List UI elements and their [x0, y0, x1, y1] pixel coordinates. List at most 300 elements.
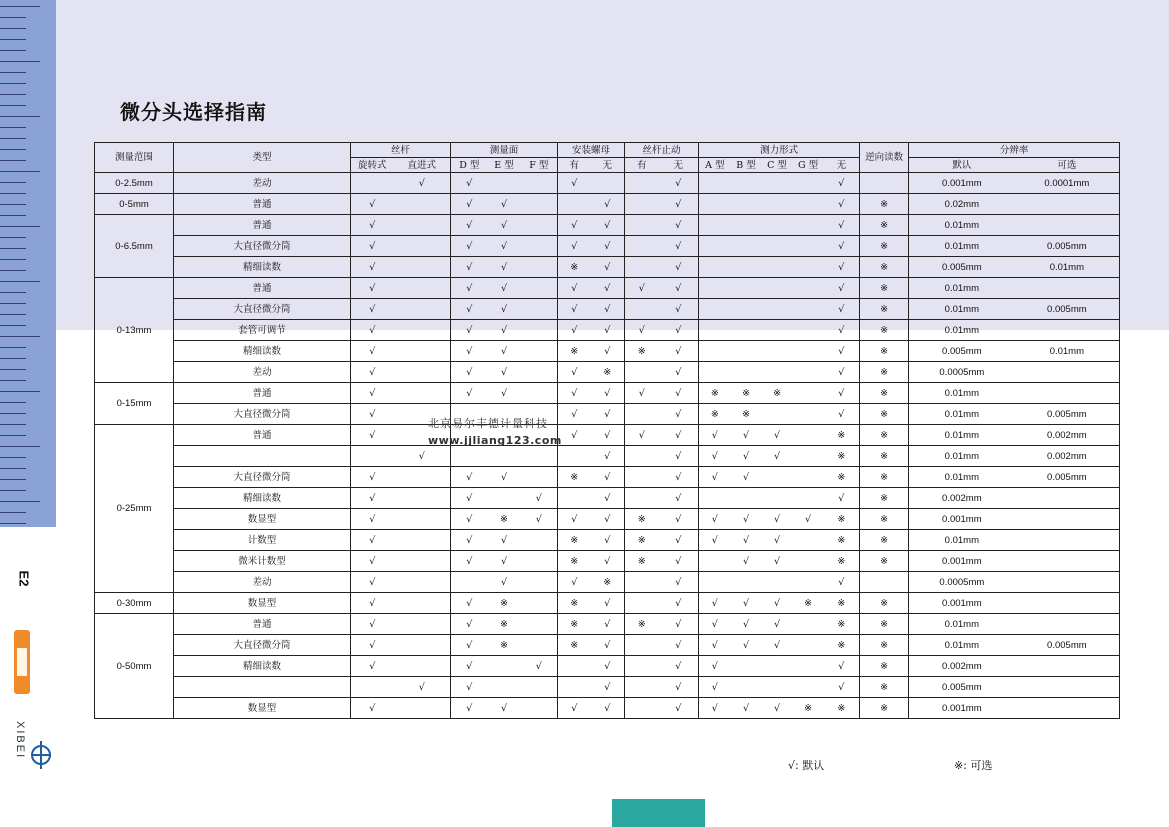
mark-cell-fn: ※ [824, 593, 860, 614]
mark-cell-e: √ [488, 341, 521, 362]
col-force-g: G 型 [793, 158, 824, 173]
mark-cell-ty: ※ [625, 551, 659, 572]
mark-cell-a [699, 215, 731, 236]
mark-cell-lin [394, 509, 451, 530]
mark-cell-b: √ [731, 425, 762, 446]
resolution-optional-cell [1015, 383, 1120, 404]
resolution-default-cell: 0.01mm [909, 635, 1015, 656]
mark-cell-tn: √ [659, 551, 699, 572]
mark-cell-e [488, 446, 521, 467]
resolution-optional-cell [1015, 320, 1120, 341]
mark-cell-ny: √ [558, 572, 591, 593]
resolution-default-cell: 0.001mm [909, 593, 1015, 614]
mark-cell-ty [625, 677, 659, 698]
mark-cell-g [793, 173, 824, 194]
mark-cell-ty [625, 446, 659, 467]
table-row [95, 677, 1120, 698]
mark-cell-rot: √ [351, 698, 394, 719]
mark-cell-a: √ [699, 593, 731, 614]
mark-cell-f [521, 614, 558, 635]
mark-cell-f [521, 173, 558, 194]
type-cell: 大直径微分筒 [174, 299, 351, 320]
resolution-optional-cell: 0.002mm [1015, 425, 1120, 446]
bottom-tab [612, 799, 705, 827]
mark-cell-c: √ [762, 593, 793, 614]
mark-cell-d [451, 425, 488, 446]
ruler-tick [0, 94, 26, 95]
mark-cell-lin [394, 404, 451, 425]
mark-cell-f: √ [521, 488, 558, 509]
col-travel-yes: 有 [625, 158, 659, 173]
mark-cell-b: √ [731, 551, 762, 572]
mark-cell-rev [860, 173, 909, 194]
ruler-tick [0, 446, 40, 447]
ruler-tick [0, 160, 26, 161]
mark-cell-a: ※ [699, 383, 731, 404]
mark-cell-d: √ [451, 614, 488, 635]
ruler-tick [0, 402, 26, 403]
mark-cell-fn: √ [824, 404, 860, 425]
mark-cell-e: √ [488, 278, 521, 299]
mark-cell-e [488, 677, 521, 698]
mark-cell-fn: √ [824, 278, 860, 299]
legend-default: √: 默认 [788, 759, 825, 772]
mark-cell-ty [625, 194, 659, 215]
mark-cell-rot: √ [351, 467, 394, 488]
mark-cell-d: √ [451, 530, 488, 551]
type-cell: 普通 [174, 194, 351, 215]
mark-cell-g: √ [793, 509, 824, 530]
resolution-optional-cell [1015, 551, 1120, 572]
mark-cell-b [731, 572, 762, 593]
mark-cell-lin [394, 551, 451, 572]
mark-cell-f: √ [521, 509, 558, 530]
mark-cell-f [521, 698, 558, 719]
mark-cell-d [451, 404, 488, 425]
mark-cell-rot [351, 446, 394, 467]
range-cell: 0-50mm [95, 614, 174, 719]
mark-cell-ny: √ [558, 278, 591, 299]
mark-cell-e: √ [488, 320, 521, 341]
resolution-default-cell: 0.01mm [909, 530, 1015, 551]
mark-cell-ty: √ [625, 320, 659, 341]
type-cell: 普通 [174, 278, 351, 299]
mark-cell-lin [394, 635, 451, 656]
ruler-tick [0, 259, 26, 260]
brand-tag [14, 630, 30, 694]
mark-cell-fn: √ [824, 194, 860, 215]
mark-cell-lin [394, 320, 451, 341]
mark-cell-c [762, 236, 793, 257]
mark-cell-f [521, 635, 558, 656]
mark-cell-a: √ [699, 656, 731, 677]
mark-cell-g [793, 425, 824, 446]
mark-cell-d: √ [451, 236, 488, 257]
mark-cell-tn: √ [659, 404, 699, 425]
mark-cell-rot: √ [351, 425, 394, 446]
table-row [95, 194, 1120, 215]
mark-cell-c [762, 257, 793, 278]
mark-cell-b [731, 677, 762, 698]
mark-cell-b [731, 656, 762, 677]
mark-cell-d: √ [451, 383, 488, 404]
mark-cell-tn: √ [659, 614, 699, 635]
mark-cell-c [762, 299, 793, 320]
ruler-tick [0, 204, 26, 205]
mark-cell-rev: ※ [860, 635, 909, 656]
table-row [95, 278, 1120, 299]
mark-cell-b [731, 257, 762, 278]
mark-cell-lin: √ [394, 173, 451, 194]
mark-cell-lin [394, 467, 451, 488]
mark-cell-d: √ [451, 194, 488, 215]
mark-cell-b [731, 299, 762, 320]
resolution-optional-cell: 0.01mm [1015, 257, 1120, 278]
mark-cell-b: √ [731, 635, 762, 656]
mark-cell-fn: √ [824, 656, 860, 677]
mark-cell-ny: √ [558, 215, 591, 236]
mark-cell-lin [394, 215, 451, 236]
mark-cell-rot: √ [351, 551, 394, 572]
ruler-tick [0, 347, 26, 348]
table-row [95, 635, 1120, 656]
col-nut-no: 无 [591, 158, 625, 173]
mark-cell-c [762, 341, 793, 362]
mark-cell-nn: √ [591, 509, 625, 530]
mark-cell-b: √ [731, 698, 762, 719]
mark-cell-fn: ※ [824, 614, 860, 635]
mark-cell-a: √ [699, 467, 731, 488]
resolution-optional-cell [1015, 215, 1120, 236]
mark-cell-a [699, 341, 731, 362]
type-cell: 差动 [174, 572, 351, 593]
mark-cell-c [762, 194, 793, 215]
ruler-tick [0, 336, 40, 337]
type-cell: 套管可调节 [174, 320, 351, 341]
mark-cell-rot: √ [351, 383, 394, 404]
mark-cell-nn: √ [591, 446, 625, 467]
mark-cell-g [793, 467, 824, 488]
mark-cell-g [793, 446, 824, 467]
mark-cell-e: ※ [488, 509, 521, 530]
mark-cell-fn: ※ [824, 425, 860, 446]
mark-cell-d: √ [451, 467, 488, 488]
mark-cell-ny: √ [558, 404, 591, 425]
mark-cell-nn [591, 173, 625, 194]
mark-cell-d: √ [451, 593, 488, 614]
mark-cell-g [793, 656, 824, 677]
mark-cell-rev: ※ [860, 467, 909, 488]
mark-cell-lin [394, 698, 451, 719]
resolution-optional-cell [1015, 278, 1120, 299]
mark-cell-e: ※ [488, 614, 521, 635]
mark-cell-a [699, 320, 731, 341]
type-cell: 差动 [174, 173, 351, 194]
mark-cell-rot: √ [351, 194, 394, 215]
mark-cell-c: √ [762, 635, 793, 656]
mark-cell-c [762, 488, 793, 509]
mark-cell-rot: √ [351, 488, 394, 509]
ruler-tick [0, 226, 40, 227]
mark-cell-ny: √ [558, 173, 591, 194]
mark-cell-c: √ [762, 446, 793, 467]
brand-logo-text: XIBEI [14, 721, 26, 760]
mark-cell-f [521, 467, 558, 488]
watermark-company: 北京易尔丰德计量科技 [428, 417, 548, 430]
resolution-default-cell: 0.01mm [909, 278, 1015, 299]
ruler-tick [0, 39, 26, 40]
mark-cell-g [793, 236, 824, 257]
mark-cell-b [731, 173, 762, 194]
page-code: E2 [16, 570, 32, 587]
mark-cell-c: ※ [762, 383, 793, 404]
mark-cell-nn: √ [591, 551, 625, 572]
mark-cell-rev: ※ [860, 677, 909, 698]
mark-cell-b: ※ [731, 404, 762, 425]
col-range: 测量范围 [95, 143, 174, 173]
watermark-url: www.jjliang123.com [428, 434, 562, 447]
mark-cell-tn: √ [659, 698, 699, 719]
mark-cell-d: √ [451, 488, 488, 509]
type-cell [174, 446, 351, 467]
mark-cell-g [793, 278, 824, 299]
mark-cell-e: ※ [488, 635, 521, 656]
type-cell: 普通 [174, 614, 351, 635]
mark-cell-f [521, 404, 558, 425]
mark-cell-rot [351, 677, 394, 698]
ruler-tick [0, 50, 26, 51]
mark-cell-e: √ [488, 530, 521, 551]
mark-cell-fn: ※ [824, 698, 860, 719]
mark-cell-rot: √ [351, 215, 394, 236]
mark-cell-g [793, 551, 824, 572]
mark-cell-c: √ [762, 509, 793, 530]
ruler-tick [0, 391, 40, 392]
col-face-f: F 型 [521, 158, 558, 173]
type-cell: 精细读数 [174, 488, 351, 509]
mark-cell-lin [394, 341, 451, 362]
col-rotating: 旋转式 [351, 158, 394, 173]
ruler-tick [0, 138, 26, 139]
mark-cell-a: √ [699, 509, 731, 530]
mark-cell-ny: ※ [558, 551, 591, 572]
mark-cell-f [521, 236, 558, 257]
mark-cell-ty: ※ [625, 530, 659, 551]
mark-cell-tn: √ [659, 362, 699, 383]
ruler-tick [0, 215, 26, 216]
mark-cell-fn: √ [824, 383, 860, 404]
mark-cell-rev: ※ [860, 341, 909, 362]
ruler-tick [0, 523, 26, 524]
ruler-tick [0, 292, 26, 293]
mark-cell-ny: ※ [558, 614, 591, 635]
range-cell: 0-5mm [95, 194, 174, 215]
mark-cell-d: √ [451, 698, 488, 719]
type-cell: 普通 [174, 215, 351, 236]
resolution-default-cell: 0.01mm [909, 425, 1015, 446]
mark-cell-d: √ [451, 551, 488, 572]
table-row [95, 446, 1120, 467]
resolution-default-cell: 0.01mm [909, 446, 1015, 467]
mark-cell-a [699, 278, 731, 299]
col-linear: 直进式 [394, 158, 451, 173]
ruler-tick [0, 358, 26, 359]
mark-cell-nn: √ [591, 635, 625, 656]
mark-cell-nn: √ [591, 257, 625, 278]
resolution-optional-cell [1015, 530, 1120, 551]
mark-cell-rev: ※ [860, 320, 909, 341]
mark-cell-tn: √ [659, 341, 699, 362]
mark-cell-b [731, 194, 762, 215]
mark-cell-c [762, 173, 793, 194]
mark-cell-d: √ [451, 362, 488, 383]
mark-cell-a [699, 173, 731, 194]
ruler-tick [0, 83, 26, 84]
mark-cell-tn: √ [659, 299, 699, 320]
brand-logo-icon [30, 738, 52, 772]
mark-cell-d: √ [451, 278, 488, 299]
ruler-tick [0, 424, 26, 425]
mark-cell-b: √ [731, 509, 762, 530]
mark-cell-ty [625, 257, 659, 278]
mark-cell-lin: √ [394, 677, 451, 698]
mark-cell-fn: √ [824, 572, 860, 593]
table-row [95, 173, 1120, 194]
mark-cell-ny: √ [558, 425, 591, 446]
mark-cell-d: √ [451, 215, 488, 236]
mark-cell-rev: ※ [860, 362, 909, 383]
mark-cell-rev: ※ [860, 656, 909, 677]
mark-cell-rev: ※ [860, 614, 909, 635]
resolution-optional-cell: 0.005mm [1015, 404, 1120, 425]
mark-cell-fn: √ [824, 215, 860, 236]
mark-cell-g [793, 257, 824, 278]
mark-cell-nn: √ [591, 530, 625, 551]
mark-cell-fn: ※ [824, 446, 860, 467]
resolution-optional-cell [1015, 509, 1120, 530]
mark-cell-tn: √ [659, 194, 699, 215]
mark-cell-e: √ [488, 467, 521, 488]
ruler-tick [0, 270, 26, 271]
table-row [95, 404, 1120, 425]
type-cell: 大直径微分筒 [174, 467, 351, 488]
mark-cell-e: √ [488, 194, 521, 215]
ruler-tick [0, 380, 26, 381]
resolution-default-cell: 0.005mm [909, 341, 1015, 362]
mark-cell-ty [625, 593, 659, 614]
mark-cell-f [521, 362, 558, 383]
mark-cell-lin [394, 362, 451, 383]
mark-cell-b [731, 215, 762, 236]
table-row [95, 593, 1120, 614]
mark-cell-lin [394, 299, 451, 320]
ruler-tick [0, 479, 26, 480]
resolution-default-cell: 0.01mm [909, 614, 1015, 635]
mark-cell-tn: √ [659, 635, 699, 656]
mark-cell-b [731, 341, 762, 362]
mark-cell-rev: ※ [860, 278, 909, 299]
mark-cell-nn: √ [591, 467, 625, 488]
mark-cell-lin: √ [394, 446, 451, 467]
mark-cell-ty [625, 698, 659, 719]
mark-cell-rev: ※ [860, 509, 909, 530]
mark-cell-c [762, 278, 793, 299]
ruler-tick [0, 303, 26, 304]
mark-cell-b [731, 278, 762, 299]
mark-cell-nn: √ [591, 215, 625, 236]
mark-cell-g: ※ [793, 698, 824, 719]
resolution-optional-cell [1015, 572, 1120, 593]
mark-cell-ny [558, 656, 591, 677]
mark-cell-ny [558, 446, 591, 467]
mark-cell-f [521, 299, 558, 320]
type-cell: 普通 [174, 383, 351, 404]
mark-cell-lin [394, 236, 451, 257]
mark-cell-lin [394, 593, 451, 614]
range-cell: 0-13mm [95, 278, 174, 383]
mark-cell-ny: ※ [558, 257, 591, 278]
ruler-tick [0, 512, 26, 513]
mark-cell-rot: √ [351, 509, 394, 530]
resolution-default-cell: 0.002mm [909, 488, 1015, 509]
range-cell: 0-2.5mm [95, 173, 174, 194]
resolution-default-cell: 0.0005mm [909, 572, 1015, 593]
selection-guide-table [94, 142, 1120, 719]
mark-cell-ty [625, 362, 659, 383]
page-title: 微分头选择指南 [120, 100, 267, 124]
mark-cell-ty [625, 635, 659, 656]
resolution-default-cell: 0.001mm [909, 509, 1015, 530]
mark-cell-ny: ※ [558, 593, 591, 614]
table-row [95, 509, 1120, 530]
mark-cell-tn: √ [659, 383, 699, 404]
resolution-default-cell: 0.01mm [909, 299, 1015, 320]
mark-cell-f [521, 341, 558, 362]
mark-cell-d: √ [451, 635, 488, 656]
mark-cell-rev: ※ [860, 425, 909, 446]
mark-cell-f [521, 278, 558, 299]
mark-cell-ny: √ [558, 362, 591, 383]
resolution-optional-cell: 0.005mm [1015, 299, 1120, 320]
mark-cell-e: √ [488, 257, 521, 278]
ruler-tick [0, 72, 26, 73]
ruler-tick [0, 105, 26, 106]
mark-cell-e [488, 173, 521, 194]
col-force-c: C 型 [762, 158, 793, 173]
ruler-tick [0, 149, 26, 150]
mark-cell-nn: ※ [591, 572, 625, 593]
mark-cell-tn: √ [659, 425, 699, 446]
col-res-default: 默认 [909, 158, 1015, 173]
table-row [95, 236, 1120, 257]
mark-cell-tn: √ [659, 215, 699, 236]
mark-cell-b [731, 488, 762, 509]
mark-cell-tn: √ [659, 488, 699, 509]
mark-cell-ty: ※ [625, 509, 659, 530]
mark-cell-b: ※ [731, 383, 762, 404]
mark-cell-rev [860, 572, 909, 593]
mark-cell-ny: ※ [558, 467, 591, 488]
range-cell: 0-30mm [95, 593, 174, 614]
mark-cell-f [521, 551, 558, 572]
resolution-optional-cell [1015, 698, 1120, 719]
mark-cell-rev: ※ [860, 593, 909, 614]
mark-cell-d: √ [451, 509, 488, 530]
mark-cell-g [793, 530, 824, 551]
resolution-default-cell: 0.01mm [909, 404, 1015, 425]
mark-cell-e: √ [488, 698, 521, 719]
ruler-tick [0, 457, 26, 458]
